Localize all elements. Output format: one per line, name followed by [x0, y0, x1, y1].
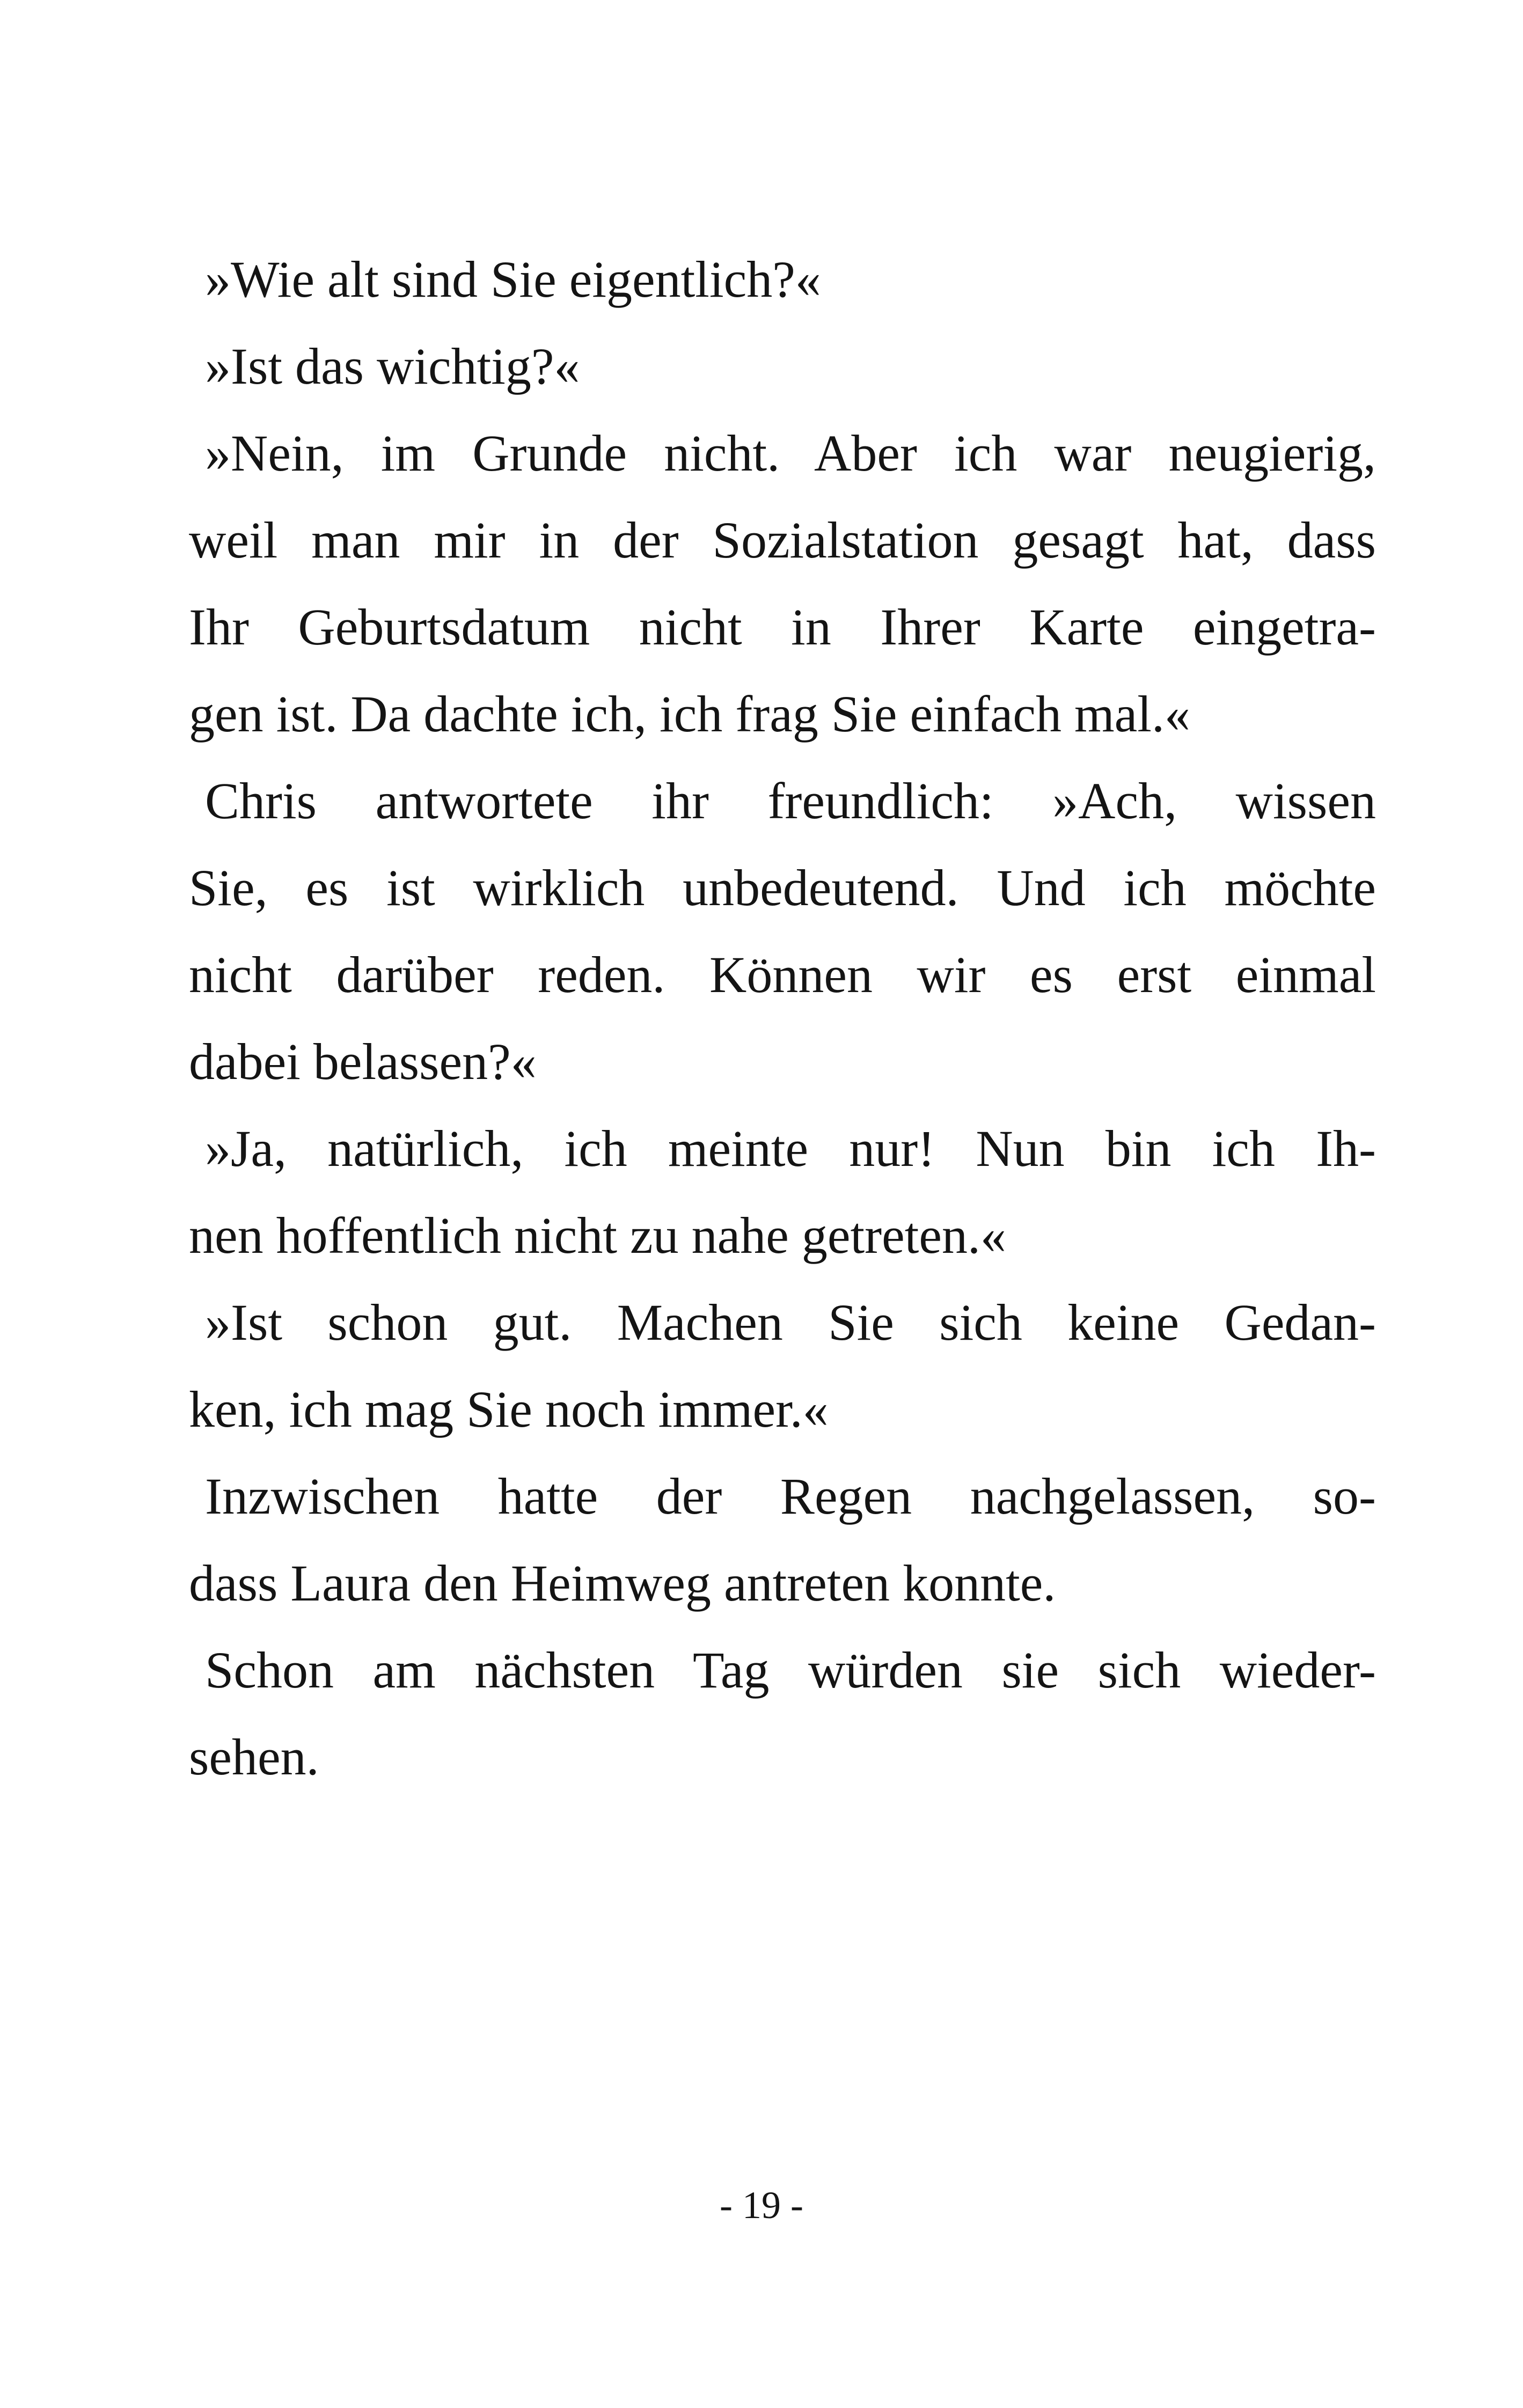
text-line: »Ist schon gut. Machen Sie sich keine Gedan-: [205, 1294, 1376, 1351]
text-line: »Ist das wichtig?«: [205, 337, 580, 395]
body-text: [189, 236, 1376, 1801]
text-line: Chris antwortete ihr freundlich: »Ach, wissen: [205, 772, 1376, 829]
text-line: dass Laura den Heimweg antreten konnte.: [189, 1554, 1056, 1612]
text-line: ken, ich mag Sie noch immer.«: [189, 1381, 829, 1438]
text-line: »Wie alt sind Sie eigentlich?«: [205, 251, 821, 308]
text-line: Ihr Geburtsdatum nicht in Ihrer Karte eingetra-: [189, 598, 1376, 656]
text-line: nicht darüber reden. Können wir es erst einmal: [189, 946, 1376, 1003]
text-line: dabei belassen?«: [189, 1033, 537, 1090]
page-number: - 19 -: [720, 2184, 803, 2227]
text-line: gen ist. Da dachte ich, ich frag Sie einfach mal.«: [189, 685, 1190, 743]
text-line: Schon am nächsten Tag würden sie sich wieder-: [205, 1641, 1376, 1699]
text-line: Sie, es ist wirklich unbedeutend. Und ich möchte: [189, 859, 1376, 916]
text-line: weil man mir in der Sozialstation gesagt hat, dass: [189, 511, 1376, 569]
text-line: »Ja, natürlich, ich meinte nur! Nun bin ich Ih-: [205, 1120, 1376, 1177]
text-line: Inzwischen hatte der Regen nachgelassen, so-: [205, 1467, 1376, 1525]
text-line: nen hoffentlich nicht zu nahe getreten.«: [189, 1207, 1006, 1264]
text-line: sehen.: [189, 1728, 319, 1786]
text-line: »Nein, im Grunde nicht. Aber ich war neugierig,: [205, 424, 1376, 482]
